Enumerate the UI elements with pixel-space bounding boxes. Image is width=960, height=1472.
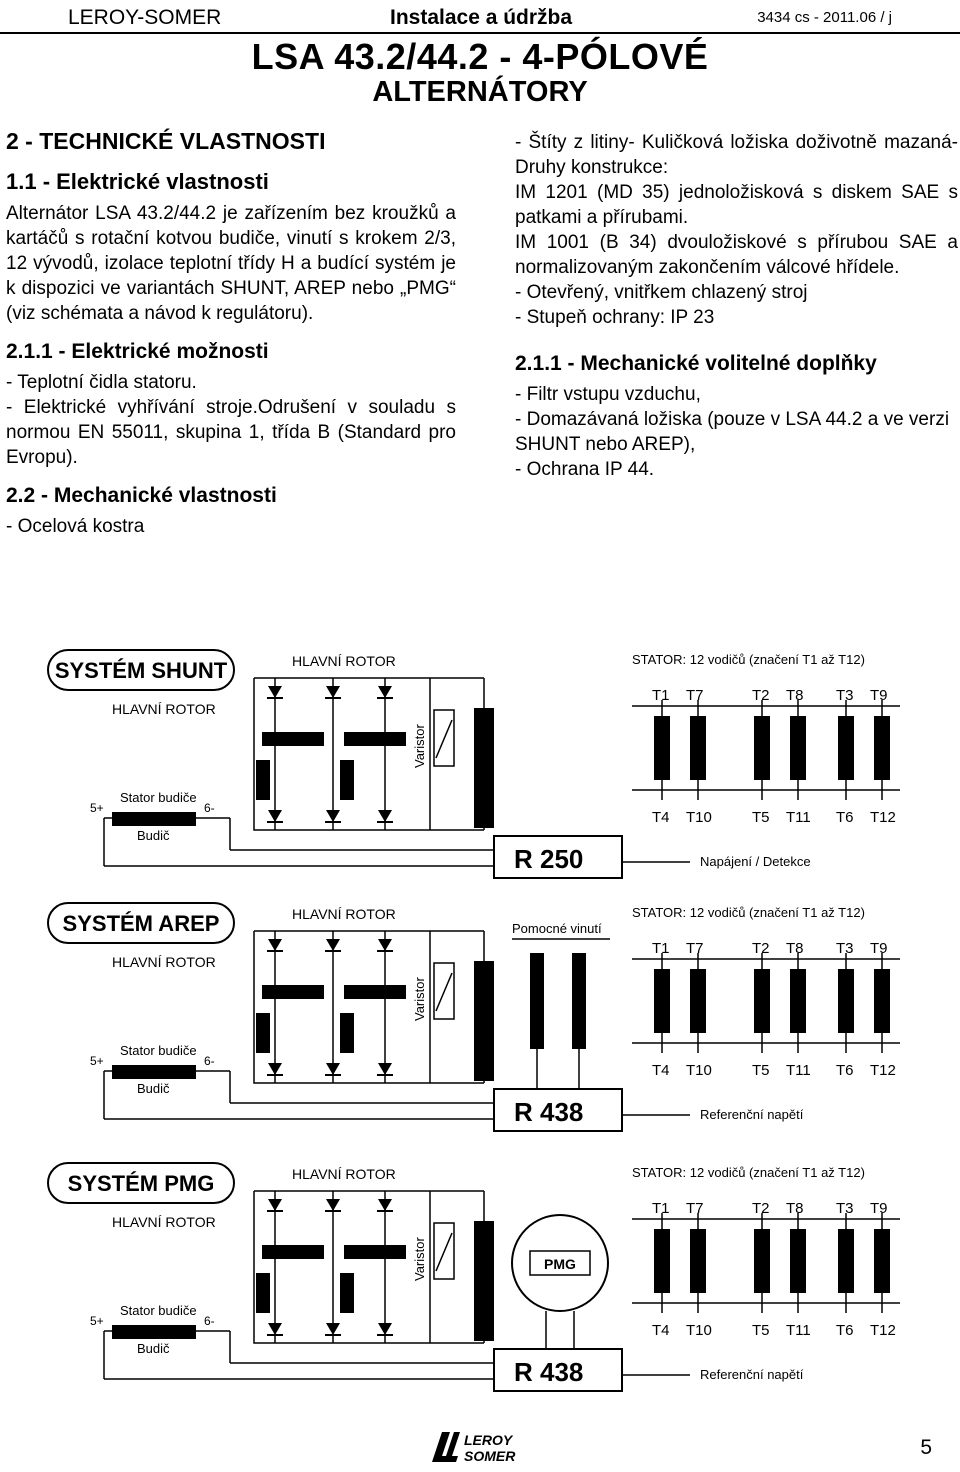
system-name: SYSTÉM SHUNT [54, 658, 228, 683]
terminal-label: T9 [870, 1200, 888, 1217]
diode-icon [326, 1323, 340, 1335]
diode-icon [268, 810, 282, 822]
heading-technical: 2 - TECHNICKÉ VLASTNOSTI [6, 128, 326, 154]
varistor-label: Varistor [412, 724, 427, 768]
winding-coil [344, 732, 406, 746]
terminal-label: T5 [752, 1322, 770, 1339]
terminal-label: T9 [870, 687, 888, 704]
winding-coil [690, 1229, 706, 1293]
winding-coil [262, 732, 324, 746]
terminal-label: T10 [686, 809, 712, 826]
note-label: Referenční napětí [700, 1367, 804, 1382]
terminal-label: T1 [652, 940, 670, 957]
diagram-common [48, 903, 900, 1131]
diode-icon [268, 1199, 282, 1211]
diode-icon [378, 686, 392, 698]
stator-title: STATOR: 12 vodičů (značení T1 až T12) [632, 905, 865, 920]
mech-option-item: - Ochrana IP 44. [515, 459, 655, 480]
mechanical-item: - Ocelová kostra [6, 516, 145, 537]
right-paragraph: IM 1201 (MD 35) jednoložisková s diskem SAE s patkami a přírubami. [515, 182, 958, 228]
terminal-label: T8 [786, 1200, 804, 1217]
winding-coil [754, 1229, 770, 1293]
terminal-label: T3 [836, 687, 854, 704]
varistor-label: Varistor [412, 1237, 427, 1281]
winding-coil [344, 985, 406, 999]
rotor-top-label: HLAVNÍ ROTOR [292, 653, 396, 669]
terminal-label: T8 [786, 687, 804, 704]
stator-title: STATOR: 12 vodičů (značení T1 až T12) [632, 1165, 865, 1180]
minus-terminal: 6- [204, 801, 215, 815]
header-section: Instalace a údržba [390, 6, 573, 29]
exciter-label: Budič [137, 1081, 170, 1096]
regulator-label: R 438 [514, 1357, 584, 1387]
winding-coil [344, 1245, 406, 1259]
terminal-label: T3 [836, 1200, 854, 1217]
plus-terminal: 5+ [90, 1054, 104, 1068]
diode-icon [378, 1323, 392, 1335]
diagram-pmg [0, 1153, 960, 1413]
page-title: LSA 43.2/44.2 - 4-PÓLOVÉ [251, 36, 709, 77]
terminal-label: T7 [686, 687, 704, 704]
winding-coil [690, 716, 706, 780]
diagram-common [48, 650, 900, 878]
svg-text:SOMER: SOMER [464, 1448, 516, 1464]
diode-icon [378, 939, 392, 951]
exciter-label: Budič [137, 1341, 170, 1356]
winding-coil [838, 716, 854, 780]
diode-icon [378, 1199, 392, 1211]
diode-icon [268, 686, 282, 698]
stator-exciter-label: Stator budiče [120, 1043, 197, 1058]
exciter-label: Budič [137, 828, 170, 843]
diode-icon [378, 1063, 392, 1075]
winding-coil [838, 969, 854, 1033]
terminal-label: T5 [752, 1062, 770, 1079]
winding-coil [790, 1229, 806, 1293]
winding-coil [838, 1229, 854, 1293]
system-name: SYSTÉM AREP [62, 911, 220, 936]
winding-coil [474, 961, 494, 1081]
right-paragraph: - Otevřený, vnitřkem chlazený stroj [515, 282, 808, 303]
terminal-label: T4 [652, 1322, 670, 1339]
terminal-label: T11 [786, 1062, 811, 1079]
terminal-label: T1 [652, 687, 670, 704]
terminal-label: T11 [786, 809, 811, 826]
diode-icon [326, 1063, 340, 1075]
terminal-label: T3 [836, 940, 854, 957]
right-paragraph: - Štíty z litiny- Kuličková ložiska doživotně mazaná- Druhy konstrukce: [515, 132, 958, 178]
winding-coil [112, 1325, 196, 1339]
rotor-left-label: HLAVNÍ ROTOR [112, 701, 216, 717]
diode-icon [326, 939, 340, 951]
diode-icon [326, 1199, 340, 1211]
winding-coil [874, 1229, 890, 1293]
regulator-label: R 250 [514, 844, 584, 874]
minus-terminal: 6- [204, 1314, 215, 1328]
terminal-label: T11 [786, 1322, 811, 1339]
left-column [6, 126, 456, 539]
diode-icon [326, 686, 340, 698]
terminal-label: T10 [686, 1322, 712, 1339]
winding-coil [474, 708, 494, 828]
varistor-label: Varistor [412, 977, 427, 1021]
right-paragraph: - Stupeň ochrany: IP 23 [515, 307, 715, 328]
winding-coil [256, 1013, 270, 1053]
leroy-somer-logo [428, 1428, 528, 1466]
winding-coil [262, 985, 324, 999]
terminal-label: T7 [686, 940, 704, 957]
plus-terminal: 5+ [90, 1314, 104, 1328]
winding-coil [256, 1273, 270, 1313]
terminal-label: T2 [752, 687, 770, 704]
winding-coil [256, 760, 270, 800]
terminal-label: T5 [752, 809, 770, 826]
terminal-label: T1 [652, 1200, 670, 1217]
rotor-left-label: HLAVNÍ ROTOR [112, 954, 216, 970]
winding-coil [112, 1065, 196, 1079]
page-number: 5 [920, 1436, 932, 1459]
diode-icon [378, 810, 392, 822]
aux-winding-label: Pomocné vinutí [512, 921, 602, 936]
diagram-common [48, 1163, 900, 1391]
diagram-shunt [0, 640, 960, 880]
regulator-label: R 438 [514, 1097, 584, 1127]
winding-coil [654, 1229, 670, 1293]
header-doc-ref: 3434 cs - 2011.06 / j [757, 9, 892, 26]
note-label: Referenční napětí [700, 1107, 804, 1122]
diode-icon [268, 1063, 282, 1075]
header-brand: LEROY-SOMER [68, 6, 222, 29]
stator-title: STATOR: 12 vodičů (značení T1 až T12) [632, 652, 865, 667]
stator-exciter-label: Stator budiče [120, 1303, 197, 1318]
winding-coil [754, 969, 770, 1033]
mech-option-item: - Filtr vstupu vzduchu, [515, 384, 701, 405]
page-header [0, 0, 960, 34]
winding-coil [790, 969, 806, 1033]
terminal-label: T6 [836, 1062, 854, 1079]
right-column [515, 130, 958, 482]
option-item: - Teplotní čidla statoru. [6, 372, 197, 393]
rotor-top-label: HLAVNÍ ROTOR [292, 906, 396, 922]
winding-coil [112, 812, 196, 826]
right-paragraph: IM 1001 (B 34) dvouložiskové s přírubou SAE a normalizovaným zakončením válcové hřídele. [515, 232, 958, 278]
rotor-top-label: HLAVNÍ ROTOR [292, 1166, 396, 1182]
header-rule [0, 32, 960, 34]
terminal-label: T2 [752, 1200, 770, 1217]
terminal-label: T4 [652, 1062, 670, 1079]
terminal-label: T6 [836, 1322, 854, 1339]
terminal-label: T7 [686, 1200, 704, 1217]
pmg-label: PMG [544, 1256, 576, 1272]
heading-electrical: 1.1 - Elektrické vlastnosti [6, 169, 269, 194]
winding-coil [654, 716, 670, 780]
heading-mechanical: 2.2 - Mechanické vlastnosti [6, 484, 277, 507]
heading-mechanical-options: 2.1.1 - Mechanické volitelné doplňky [515, 352, 877, 375]
terminal-label: T9 [870, 940, 888, 957]
terminal-label: T12 [870, 1062, 896, 1079]
logo-text: LEROY [464, 1432, 513, 1448]
winding-coil [262, 1245, 324, 1259]
rotor-left-label: HLAVNÍ ROTOR [112, 1214, 216, 1230]
terminal-label: T12 [870, 809, 896, 826]
winding-coil [572, 953, 586, 1049]
winding-coil [340, 1013, 354, 1053]
minus-terminal: 6- [204, 1054, 215, 1068]
winding-coil [530, 953, 544, 1049]
diode-icon [326, 810, 340, 822]
winding-coil [874, 969, 890, 1033]
heading-electrical-options: 2.1.1 - Elektrické možnosti [6, 340, 269, 363]
winding-coil [474, 1221, 494, 1341]
winding-coil [690, 969, 706, 1033]
winding-coil [754, 716, 770, 780]
winding-coil [340, 1273, 354, 1313]
winding-coil [654, 969, 670, 1033]
terminal-label: T2 [752, 940, 770, 957]
diode-icon [268, 1323, 282, 1335]
terminal-label: T6 [836, 809, 854, 826]
terminal-label: T12 [870, 1322, 896, 1339]
note-label: Napájení / Detekce [700, 854, 811, 869]
page-subtitle: ALTERNÁTORY [372, 76, 588, 108]
stator-exciter-label: Stator budiče [120, 790, 197, 805]
terminal-label: T8 [786, 940, 804, 957]
diagram-arep [0, 893, 960, 1143]
winding-coil [340, 760, 354, 800]
mech-option-item: - Domazávaná ložiska (pouze v LSA 44.2 a ve verzi SHUNT nebo AREP), [515, 409, 950, 455]
winding-coil [874, 716, 890, 780]
paragraph-electrical: Alternátor LSA 43.2/44.2 je zařízením bez kroužků a kartáčů s rotační kotvou budiče, vinutí s krokem 2/3, 12 vývodů, izolace teplotní třídy H a budící systém je k dispozici ve variantách SHUNT, AREP nebo „PMG“ (viz schémata a návod k regulátoru). [6, 203, 456, 324]
plus-terminal: 5+ [90, 801, 104, 815]
diode-icon [268, 939, 282, 951]
winding-coil [790, 716, 806, 780]
option-item: - Elektrické vyhřívání stroje.Odrušení v souladu s normou EN 55011, skupina 1, třída B (Standard pro Evropu). [6, 397, 456, 468]
system-name: SYSTÉM PMG [67, 1171, 215, 1196]
terminal-label: T4 [652, 809, 670, 826]
terminal-label: T10 [686, 1062, 712, 1079]
